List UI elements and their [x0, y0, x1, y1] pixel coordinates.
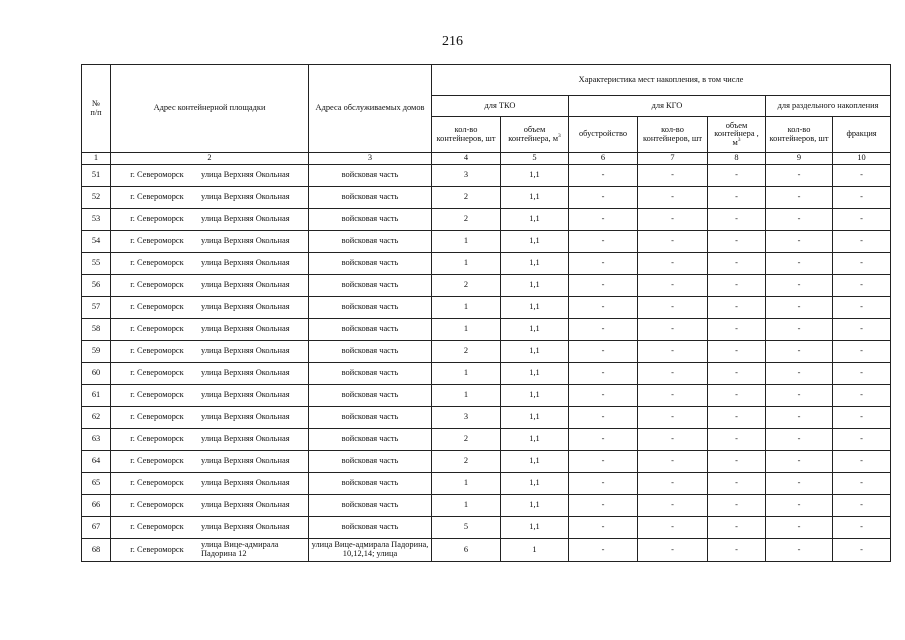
- table-cell: -: [708, 429, 766, 451]
- table-cell: -: [766, 539, 833, 562]
- table-cell: войсковая часть: [309, 341, 432, 363]
- street-text: улица Верхняя Окольная: [201, 434, 290, 444]
- table-cell: войсковая часть: [309, 473, 432, 495]
- city-text: г. Североморск: [130, 324, 184, 334]
- table-cell: -: [638, 341, 708, 363]
- table-cell: -: [833, 495, 891, 517]
- header-tko-volume: объем контейнера, $м^3$: [501, 117, 569, 153]
- table-cell: -: [569, 187, 638, 209]
- table-cell: -: [638, 451, 708, 473]
- city-text: г. Североморск: [130, 368, 184, 378]
- header-fraction: фракция: [833, 117, 891, 153]
- table-cell: войсковая часть: [309, 319, 432, 341]
- table-row: [82, 209, 891, 231]
- table-cell: 1: [432, 495, 501, 517]
- table-cell: -: [708, 363, 766, 385]
- table-cell: -: [766, 187, 833, 209]
- table-cell: 1,1: [501, 451, 569, 473]
- table-cell: 1: [432, 253, 501, 275]
- table-cell: -: [833, 363, 891, 385]
- table-cell: 62: [82, 407, 111, 429]
- street-text: улица Верхняя Окольная: [201, 214, 290, 224]
- table-cell: 65: [82, 473, 111, 495]
- table-cell: 1: [432, 297, 501, 319]
- table-cell: -: [638, 495, 708, 517]
- table-cell: 1,1: [501, 209, 569, 231]
- table-cell: -: [833, 187, 891, 209]
- table-cell: -: [833, 209, 891, 231]
- table-cell: 1: [432, 363, 501, 385]
- street-text: улица Верхняя Окольная: [201, 192, 290, 202]
- street-text: улица Верхняя Окольная: [201, 478, 290, 488]
- table-cell: 1,1: [501, 473, 569, 495]
- table-cell: войсковая часть: [309, 253, 432, 275]
- table-cell: войсковая часть: [309, 275, 432, 297]
- column-number: 4: [432, 153, 501, 165]
- site-address-cell: [111, 341, 309, 363]
- table-cell: -: [766, 473, 833, 495]
- header-site-address: Адрес контейнерной площадки: [111, 65, 309, 153]
- table-cell: 54: [82, 231, 111, 253]
- table-cell: -: [569, 495, 638, 517]
- table-cell: -: [638, 253, 708, 275]
- table-cell: 2: [432, 187, 501, 209]
- table-cell: -: [766, 495, 833, 517]
- table-cell: 1,1: [501, 231, 569, 253]
- table-cell: 67: [82, 517, 111, 539]
- city-text: г. Североморск: [130, 302, 184, 312]
- table-row: [82, 187, 891, 209]
- table-cell: 2: [432, 451, 501, 473]
- table-cell: -: [569, 473, 638, 495]
- table-cell: -: [833, 253, 891, 275]
- table-cell: -: [708, 209, 766, 231]
- table-cell: -: [569, 385, 638, 407]
- table-cell: 1,1: [501, 165, 569, 187]
- table-cell: -: [638, 319, 708, 341]
- city-text: г. Североморск: [130, 214, 184, 224]
- table-cell: -: [638, 275, 708, 297]
- table-cell: 2: [432, 275, 501, 297]
- table-cell: -: [766, 341, 833, 363]
- table-row: [82, 407, 891, 429]
- city-text: г. Североморск: [130, 434, 184, 444]
- table-cell: 56: [82, 275, 111, 297]
- table-cell: 3: [432, 407, 501, 429]
- site-address-cell: [111, 165, 309, 187]
- table-cell: -: [766, 319, 833, 341]
- site-address-cell: [111, 385, 309, 407]
- table-cell: -: [638, 517, 708, 539]
- table-cell: войсковая часть: [309, 517, 432, 539]
- table-cell: -: [766, 297, 833, 319]
- table-cell: -: [833, 231, 891, 253]
- table-cell: -: [833, 165, 891, 187]
- column-number: 6: [569, 153, 638, 165]
- table-cell: -: [766, 275, 833, 297]
- table-cell: 1,1: [501, 253, 569, 275]
- table-cell: 3: [432, 165, 501, 187]
- table-cell: 51: [82, 165, 111, 187]
- header-served-addresses: Адреса обслуживаемых домов: [309, 65, 432, 153]
- city-text: г. Североморск: [130, 544, 184, 554]
- table-cell: 1: [432, 319, 501, 341]
- table-cell: -: [833, 385, 891, 407]
- table-cell: 5: [432, 517, 501, 539]
- table-cell: 53: [82, 209, 111, 231]
- table-cell: 59: [82, 341, 111, 363]
- header-num: № п/п: [82, 65, 111, 153]
- site-address-cell: [111, 407, 309, 429]
- table-cell: -: [708, 319, 766, 341]
- table-cell: войсковая часть: [309, 407, 432, 429]
- table-row: [82, 363, 891, 385]
- table-cell: 2: [432, 429, 501, 451]
- table-row: [82, 275, 891, 297]
- table-cell: -: [708, 275, 766, 297]
- table-cell: -: [638, 539, 708, 562]
- table-cell: -: [766, 231, 833, 253]
- street-text: улица Верхняя Окольная: [201, 236, 290, 246]
- site-address-cell: [111, 275, 309, 297]
- table-cell: войсковая часть: [309, 363, 432, 385]
- table-cell: 1,1: [501, 385, 569, 407]
- table-cell: 1,1: [501, 517, 569, 539]
- table-row: [82, 539, 891, 562]
- table-row: [82, 473, 891, 495]
- header-separate: для раздельного накопления: [766, 96, 891, 117]
- table-cell: -: [638, 297, 708, 319]
- table-cell: -: [569, 297, 638, 319]
- table-cell: 68: [82, 539, 111, 562]
- table-cell: войсковая часть: [309, 187, 432, 209]
- table-cell: 1: [432, 385, 501, 407]
- street-text: улица Вице-адмирала Падорина 12: [201, 540, 279, 558]
- city-text: г. Североморск: [130, 522, 184, 532]
- table-cell: 64: [82, 451, 111, 473]
- site-address-cell: [111, 363, 309, 385]
- table-cell: -: [833, 429, 891, 451]
- site-address-cell: [111, 231, 309, 253]
- table-cell: -: [569, 253, 638, 275]
- table-row: [82, 165, 891, 187]
- table-cell: -: [708, 495, 766, 517]
- table-cell: 58: [82, 319, 111, 341]
- table-cell: -: [569, 539, 638, 562]
- table-cell: 61: [82, 385, 111, 407]
- table-cell: -: [569, 209, 638, 231]
- page-number: 216: [442, 34, 463, 49]
- header-kgo-count: кол-во контейнеров, шт: [638, 117, 708, 153]
- street-text: улица Верхняя Окольная: [201, 302, 290, 312]
- table-cell: -: [708, 473, 766, 495]
- table-row: [82, 451, 891, 473]
- table-cell: -: [638, 385, 708, 407]
- column-number: 5: [501, 153, 569, 165]
- table-cell: 55: [82, 253, 111, 275]
- table-cell: -: [766, 429, 833, 451]
- table-cell: войсковая часть: [309, 209, 432, 231]
- table-cell: -: [766, 253, 833, 275]
- table-cell: -: [766, 363, 833, 385]
- table-cell: -: [708, 341, 766, 363]
- table-cell: -: [638, 231, 708, 253]
- site-address-cell: [111, 517, 309, 539]
- table-row: [82, 253, 891, 275]
- column-number: 1: [82, 153, 111, 165]
- header-tko-count: кол-во контейнеров, шт: [432, 117, 501, 153]
- street-text: улица Верхняя Окольная: [201, 390, 290, 400]
- table-cell: войсковая часть: [309, 297, 432, 319]
- table-cell: -: [569, 429, 638, 451]
- table-cell: -: [638, 473, 708, 495]
- table-cell: -: [569, 363, 638, 385]
- table-cell: войсковая часть: [309, 451, 432, 473]
- table-cell: -: [708, 539, 766, 562]
- table-row: [82, 231, 891, 253]
- street-text: улица Верхняя Окольная: [201, 500, 290, 510]
- header-characteristics: Характеристика мест накопления, в том числе: [432, 65, 891, 96]
- city-text: г. Североморск: [130, 236, 184, 246]
- site-address-cell: [111, 297, 309, 319]
- table-cell: войсковая часть: [309, 495, 432, 517]
- table-cell: -: [833, 517, 891, 539]
- table-cell: -: [569, 165, 638, 187]
- table-cell: -: [638, 407, 708, 429]
- table-cell: 1: [432, 231, 501, 253]
- table-cell: -: [833, 451, 891, 473]
- table-cell: 1,1: [501, 187, 569, 209]
- table-cell: 1,1: [501, 429, 569, 451]
- table-cell: -: [833, 539, 891, 562]
- table-cell: -: [766, 165, 833, 187]
- table-cell: -: [833, 319, 891, 341]
- table-cell: 57: [82, 297, 111, 319]
- table-cell: -: [833, 275, 891, 297]
- header-kgo: для КГО: [569, 96, 766, 117]
- column-number: 10: [833, 153, 891, 165]
- table-cell: 1,1: [501, 297, 569, 319]
- table-cell: -: [708, 451, 766, 473]
- table-cell: -: [833, 473, 891, 495]
- table-cell: 63: [82, 429, 111, 451]
- table-cell: -: [708, 407, 766, 429]
- table-cell: 1,1: [501, 363, 569, 385]
- table-cell: улица Вице-адмирала Падорина, 10,12,14; улица: [309, 539, 432, 562]
- table-cell: -: [708, 165, 766, 187]
- table-cell: 1,1: [501, 341, 569, 363]
- table-cell: 1: [432, 473, 501, 495]
- city-text: г. Североморск: [130, 258, 184, 268]
- table-cell: -: [708, 517, 766, 539]
- site-address-cell: [111, 253, 309, 275]
- street-text: улица Верхняя Окольная: [201, 456, 290, 466]
- table-cell: -: [766, 451, 833, 473]
- column-number: 3: [309, 153, 432, 165]
- table-row: [82, 517, 891, 539]
- table-row: [82, 495, 891, 517]
- table-cell: 1: [501, 539, 569, 562]
- city-text: г. Североморск: [130, 390, 184, 400]
- table-cell: -: [638, 165, 708, 187]
- site-address-cell: [111, 539, 309, 562]
- street-text: улица Верхняя Окольная: [201, 346, 290, 356]
- site-address-cell: [111, 187, 309, 209]
- table-row: [82, 297, 891, 319]
- city-text: г. Североморск: [130, 280, 184, 290]
- street-text: улица Верхняя Окольная: [201, 368, 290, 378]
- table-cell: -: [833, 297, 891, 319]
- table-cell: войсковая часть: [309, 165, 432, 187]
- table-cell: -: [708, 187, 766, 209]
- table-cell: 60: [82, 363, 111, 385]
- street-text: улица Верхняя Окольная: [201, 412, 290, 422]
- column-number: 8: [708, 153, 766, 165]
- city-text: г. Североморск: [130, 346, 184, 356]
- street-text: улица Верхняя Окольная: [201, 324, 290, 334]
- column-numbers-row: [82, 153, 891, 165]
- table-cell: -: [569, 451, 638, 473]
- site-address-cell: [111, 429, 309, 451]
- table-cell: -: [638, 363, 708, 385]
- table-cell: войсковая часть: [309, 231, 432, 253]
- table-cell: -: [569, 275, 638, 297]
- table-cell: -: [569, 341, 638, 363]
- column-number: 7: [638, 153, 708, 165]
- city-text: г. Североморск: [130, 192, 184, 202]
- site-address-cell: [111, 319, 309, 341]
- city-text: г. Североморск: [130, 500, 184, 510]
- table-cell: -: [833, 341, 891, 363]
- site-address-cell: [111, 495, 309, 517]
- table-cell: войсковая часть: [309, 429, 432, 451]
- table-cell: войсковая часть: [309, 385, 432, 407]
- table-cell: -: [766, 517, 833, 539]
- table-cell: 2: [432, 341, 501, 363]
- street-text: улица Верхняя Окольная: [201, 258, 290, 268]
- street-text: улица Верхняя Окольная: [201, 280, 290, 290]
- table-row: [82, 385, 891, 407]
- container-sites-table: [81, 64, 891, 562]
- header-kgo-arrangement: обустройство: [569, 117, 638, 153]
- table-cell: -: [569, 407, 638, 429]
- city-text: г. Североморск: [130, 412, 184, 422]
- table-cell: -: [833, 407, 891, 429]
- table-cell: -: [708, 385, 766, 407]
- table-cell: 1,1: [501, 319, 569, 341]
- site-address-cell: [111, 451, 309, 473]
- table-cell: -: [708, 253, 766, 275]
- city-text: г. Североморск: [130, 456, 184, 466]
- site-address-cell: [111, 209, 309, 231]
- table-cell: -: [766, 407, 833, 429]
- column-number: 2: [111, 153, 309, 165]
- header-separate-count: кол-во контейнеров, шт: [766, 117, 833, 153]
- header-tko: для ТКО: [432, 96, 569, 117]
- table-cell: -: [569, 319, 638, 341]
- city-text: г. Североморск: [130, 170, 184, 180]
- table-cell: -: [766, 209, 833, 231]
- table-cell: -: [638, 209, 708, 231]
- table-cell: -: [766, 385, 833, 407]
- site-address-cell: [111, 473, 309, 495]
- table-row: [82, 319, 891, 341]
- table-cell: 6: [432, 539, 501, 562]
- table-row: [82, 429, 891, 451]
- table-cell: -: [569, 517, 638, 539]
- street-text: улица Верхняя Окольная: [201, 170, 290, 180]
- table-cell: 66: [82, 495, 111, 517]
- table-cell: -: [638, 187, 708, 209]
- table-row: [82, 341, 891, 363]
- table-cell: 1,1: [501, 495, 569, 517]
- city-text: г. Североморск: [130, 478, 184, 488]
- table-cell: -: [708, 297, 766, 319]
- table-cell: 1,1: [501, 407, 569, 429]
- header-kgo-volume: объем контейнера , $м^3$: [708, 117, 766, 153]
- street-text: улица Верхняя Окольная: [201, 522, 290, 532]
- table-cell: 2: [432, 209, 501, 231]
- table-cell: 52: [82, 187, 111, 209]
- table-cell: 1,1: [501, 275, 569, 297]
- column-number: 9: [766, 153, 833, 165]
- table-cell: -: [708, 231, 766, 253]
- table-cell: -: [638, 429, 708, 451]
- table-cell: -: [569, 231, 638, 253]
